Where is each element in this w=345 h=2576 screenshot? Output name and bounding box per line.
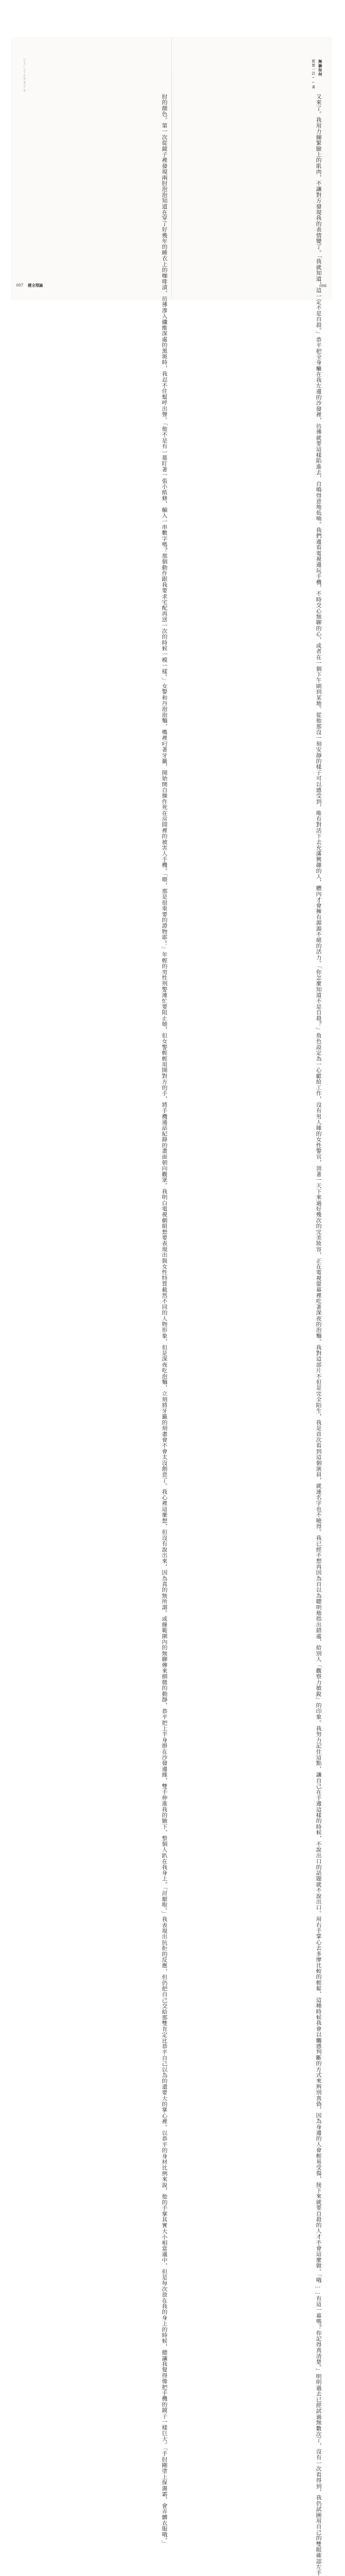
page-number: 006	[319, 284, 327, 288]
left-folio	[16, 283, 43, 288]
right-page-body: 又來了。我用力繃緊臉上的肌肉，不讓對方發現我的表情變了。「我就知道，這一定不是自殺。」恭平把全身癱在我左邊的沙發裡，彷彿就要這樣陷進去，自鳴得意地低喃。我們邊看電視邊玩手機，不時交心無聊的心，或者在一個下午刷到某地。從他那沒一刻安靜的樣子可以感受到，唯有對活下去充滿興趣的人，體內才會擁有源源不絕的活力。「你怎麼知道不是自殺？」角色設定為一心獻給工作，沒有男人緣的女性警官，頂著一天下來過好幾次的完美妝容，正在電視螢幕裡吃著深夜的泡麵。我對這部片不但是完全陌生，我是首次看到這個演員，就連名字也不曉得。我已經不想再因為自以為聰明地指出錯處，給別人「觀察力敏銳」的印象。我努力記住這點，讓自己在手邊這樣的時候，不說出口的話題就不說出口。用右手掌心去多摩比較的輕鬆，這種時候我會以觸感判斷的方式來辨別真偽，因為身邊的人會輕易受傷，接下來就要自殺的人才不會這麼做。「哦……有這一幕嗎？你記得真清楚。」明明過去已經試過無數次了，沒有一次看得到，我仍試圖用自己的雙眼確認左手	[315, 94, 321, 2576]
book-spread	[12, 38, 331, 2576]
book-title: 無論如何	[318, 59, 323, 77]
section-title: 健全理論	[27, 283, 43, 288]
book-subtitle: 都要一活──著	[311, 59, 315, 90]
right-page	[172, 38, 331, 2576]
left-page-body: 肘的顏色。第一次從鏡子裡發現兩肘泡泡知道在穿了好幾年的睡衣上的咖啡漬，彷彿滲入纖維深處的黑斑時，我忍不住幫呼出聲。「他不是有一幕盯著一張小紙條，輸入一串數字嗎？那個動作跟我要求宅配再送一次的時候一模一樣。」女警和丹泡泡麵，嘴裡叼著牙籤，開始開自操作死在房間裡的被害人手機。「喂，那是很重要的證物耶！」年輕的男性刑警連忙要阻止她，但女警輕輕用開對方的手，將手機通話紀錄的畫面朝向觀眾。我明白電視劇組想要表現出與女性特質截然不同的人物形象，但是深夜吃泡麵，立刻將牙籤的刻畫會不會太沒創意了。我心裡這麼想，但沒有說出來，因為真的無所謂。或線範圍內的無聊傳來細微的動靜，恭平把上半身掛在沙發邊緣，雙手伸進我的腋下，整個人趴在我身上。「討厭啦。」我表現出抗拒的反應，但仍把自己交給那雙肯定比恭平自己以為的還要大的掌心裡。以恭平的身材比例來說，他的手掌其實大小相當適中，但是每次放在我的身上的時候，總讓我覺得像把手機的鏡子一樣巨大。「手肘剛塗上保濕霜，會弄髒衣服哦。」	[161, 94, 167, 2546]
page-number: 007	[16, 283, 24, 288]
running-head: どうしても生きてる	[22, 58, 26, 92]
left-page	[12, 38, 171, 2546]
